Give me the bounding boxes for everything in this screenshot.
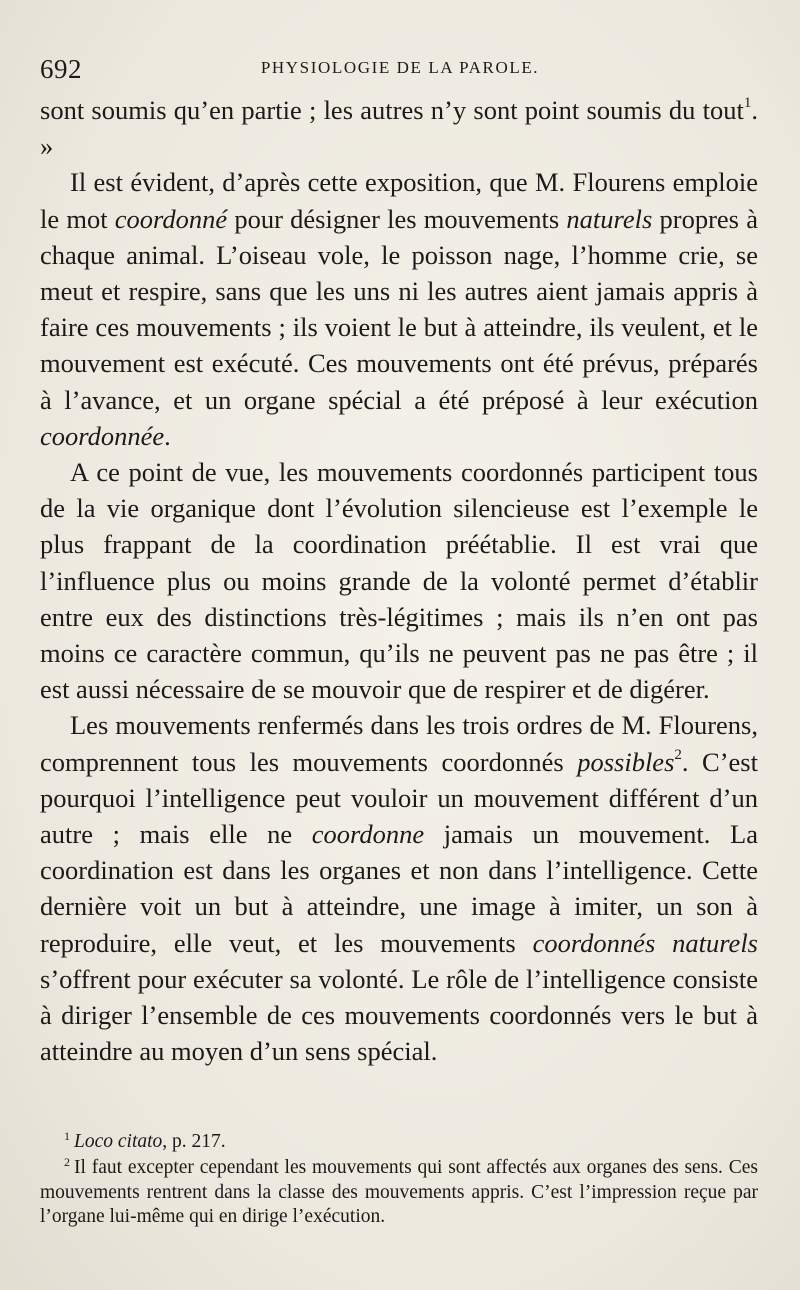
p4-text-a: Les mouvements renfermés dans les trois ordres de M. Flourens, comprennent tous les mouvements coordonnés: [40, 710, 758, 777]
p4-text-c: jamais un mouvement. La coordination est dans les organes et non dans l’intelligence. Cette dernière voit un but à atteindre, une image à imiter, un son à reproduire, elle veut, et les mouvements: [40, 819, 758, 958]
page-header: [40, 52, 760, 86]
p4-italic-possibles: possibles: [577, 746, 675, 777]
p4-italic-coordonnes-naturels: coordonnés naturels: [532, 927, 758, 958]
footnote-1-text: , p. 217.: [162, 1131, 226, 1152]
running-title: PHYSIOLOGIE DE LA PAROLE.: [260, 58, 540, 77]
footnote-1-italic: Loco citato: [74, 1131, 163, 1152]
p1-text-a: sont soumis qu’en partie ; les autres n’y sont point soumis du tout: [40, 95, 744, 125]
p4-text-b: . C’est pourquoi l’intelligence peut vouloir un mouvement différent d’un autre ; mais elle ne: [40, 746, 758, 850]
p2-italic-coordonne: coordonné: [114, 203, 228, 234]
footnote-ref-2: 2: [674, 746, 682, 763]
footnote-ref-1: 1: [743, 95, 752, 112]
p2-italic-coordonnee: coordonnée: [40, 420, 165, 451]
p4-text-d: s’offrent pour exécuter sa volonté. Le rôle de l’intelligence consiste à diriger l’ensemble de ces mouvements coordonnés vers le but à atteindre au moyen d’un sens spécial.: [40, 963, 758, 1067]
body-text: [40, 92, 758, 1069]
p2-italic-naturels: naturels: [566, 203, 653, 234]
footnote-1: [40, 1130, 758, 1156]
page-number: 692: [40, 54, 82, 84]
paragraph-2: [40, 164, 758, 454]
p4-italic-coordonne: coordonne: [311, 819, 425, 850]
paragraph-4: [40, 707, 758, 1069]
p2-text-d: .: [164, 420, 171, 451]
paragraph-1: [40, 92, 758, 164]
footnote-2-mark: 2: [64, 1154, 70, 1169]
footnote-2-text: Il faut excepter cependant les mouvements qui sont affectés aux organes des sens. Ces mouvements rentrent dans la classe des mouvements appris. C’est l’impression reçue par l’organe lui-même qui en dirige l’exécution.: [40, 1156, 758, 1227]
p1-text-b: . »: [40, 95, 758, 162]
p2-text-a: Il est évident, d’après cette exposition, que M. Flourens emploie le mot: [40, 167, 758, 234]
footnote-2: [40, 1156, 758, 1229]
paragraph-3: A ce point de vue, les mouvements coordonnés participent tous de la vie organique dont l’évolution silencieuse est l’exemple le plus frappant de la coordination préétablie. Il est vrai que l’influence plus ou moins grande de la volonté permet d’établir entre eux des distinctions très-légitimes ; mais ils n’en ont pas moins ce caractère commun, qu’ils ne peuvent pas ne pas être ; il est aussi nécessaire de se mouvoir que de respirer et de digérer.: [40, 457, 758, 705]
p2-text-c: propres à chaque animal. L’oiseau vole, le poisson nage, l’homme crie, se meut et respire, sans que les uns ni les autres aient jamais appris à faire ces mouvements ; ils voient le but à atteindre, ils veulent, et le mouvement est exécuté. Ces mouvements ont été prévus, préparés à l’avance, et un organe spécial a été préposé à leur exécution: [40, 203, 758, 415]
p2-text-b: pour désigner les mouvements: [227, 203, 567, 234]
footnotes: [40, 1130, 758, 1228]
footnote-1-mark: 1: [64, 1129, 70, 1143]
